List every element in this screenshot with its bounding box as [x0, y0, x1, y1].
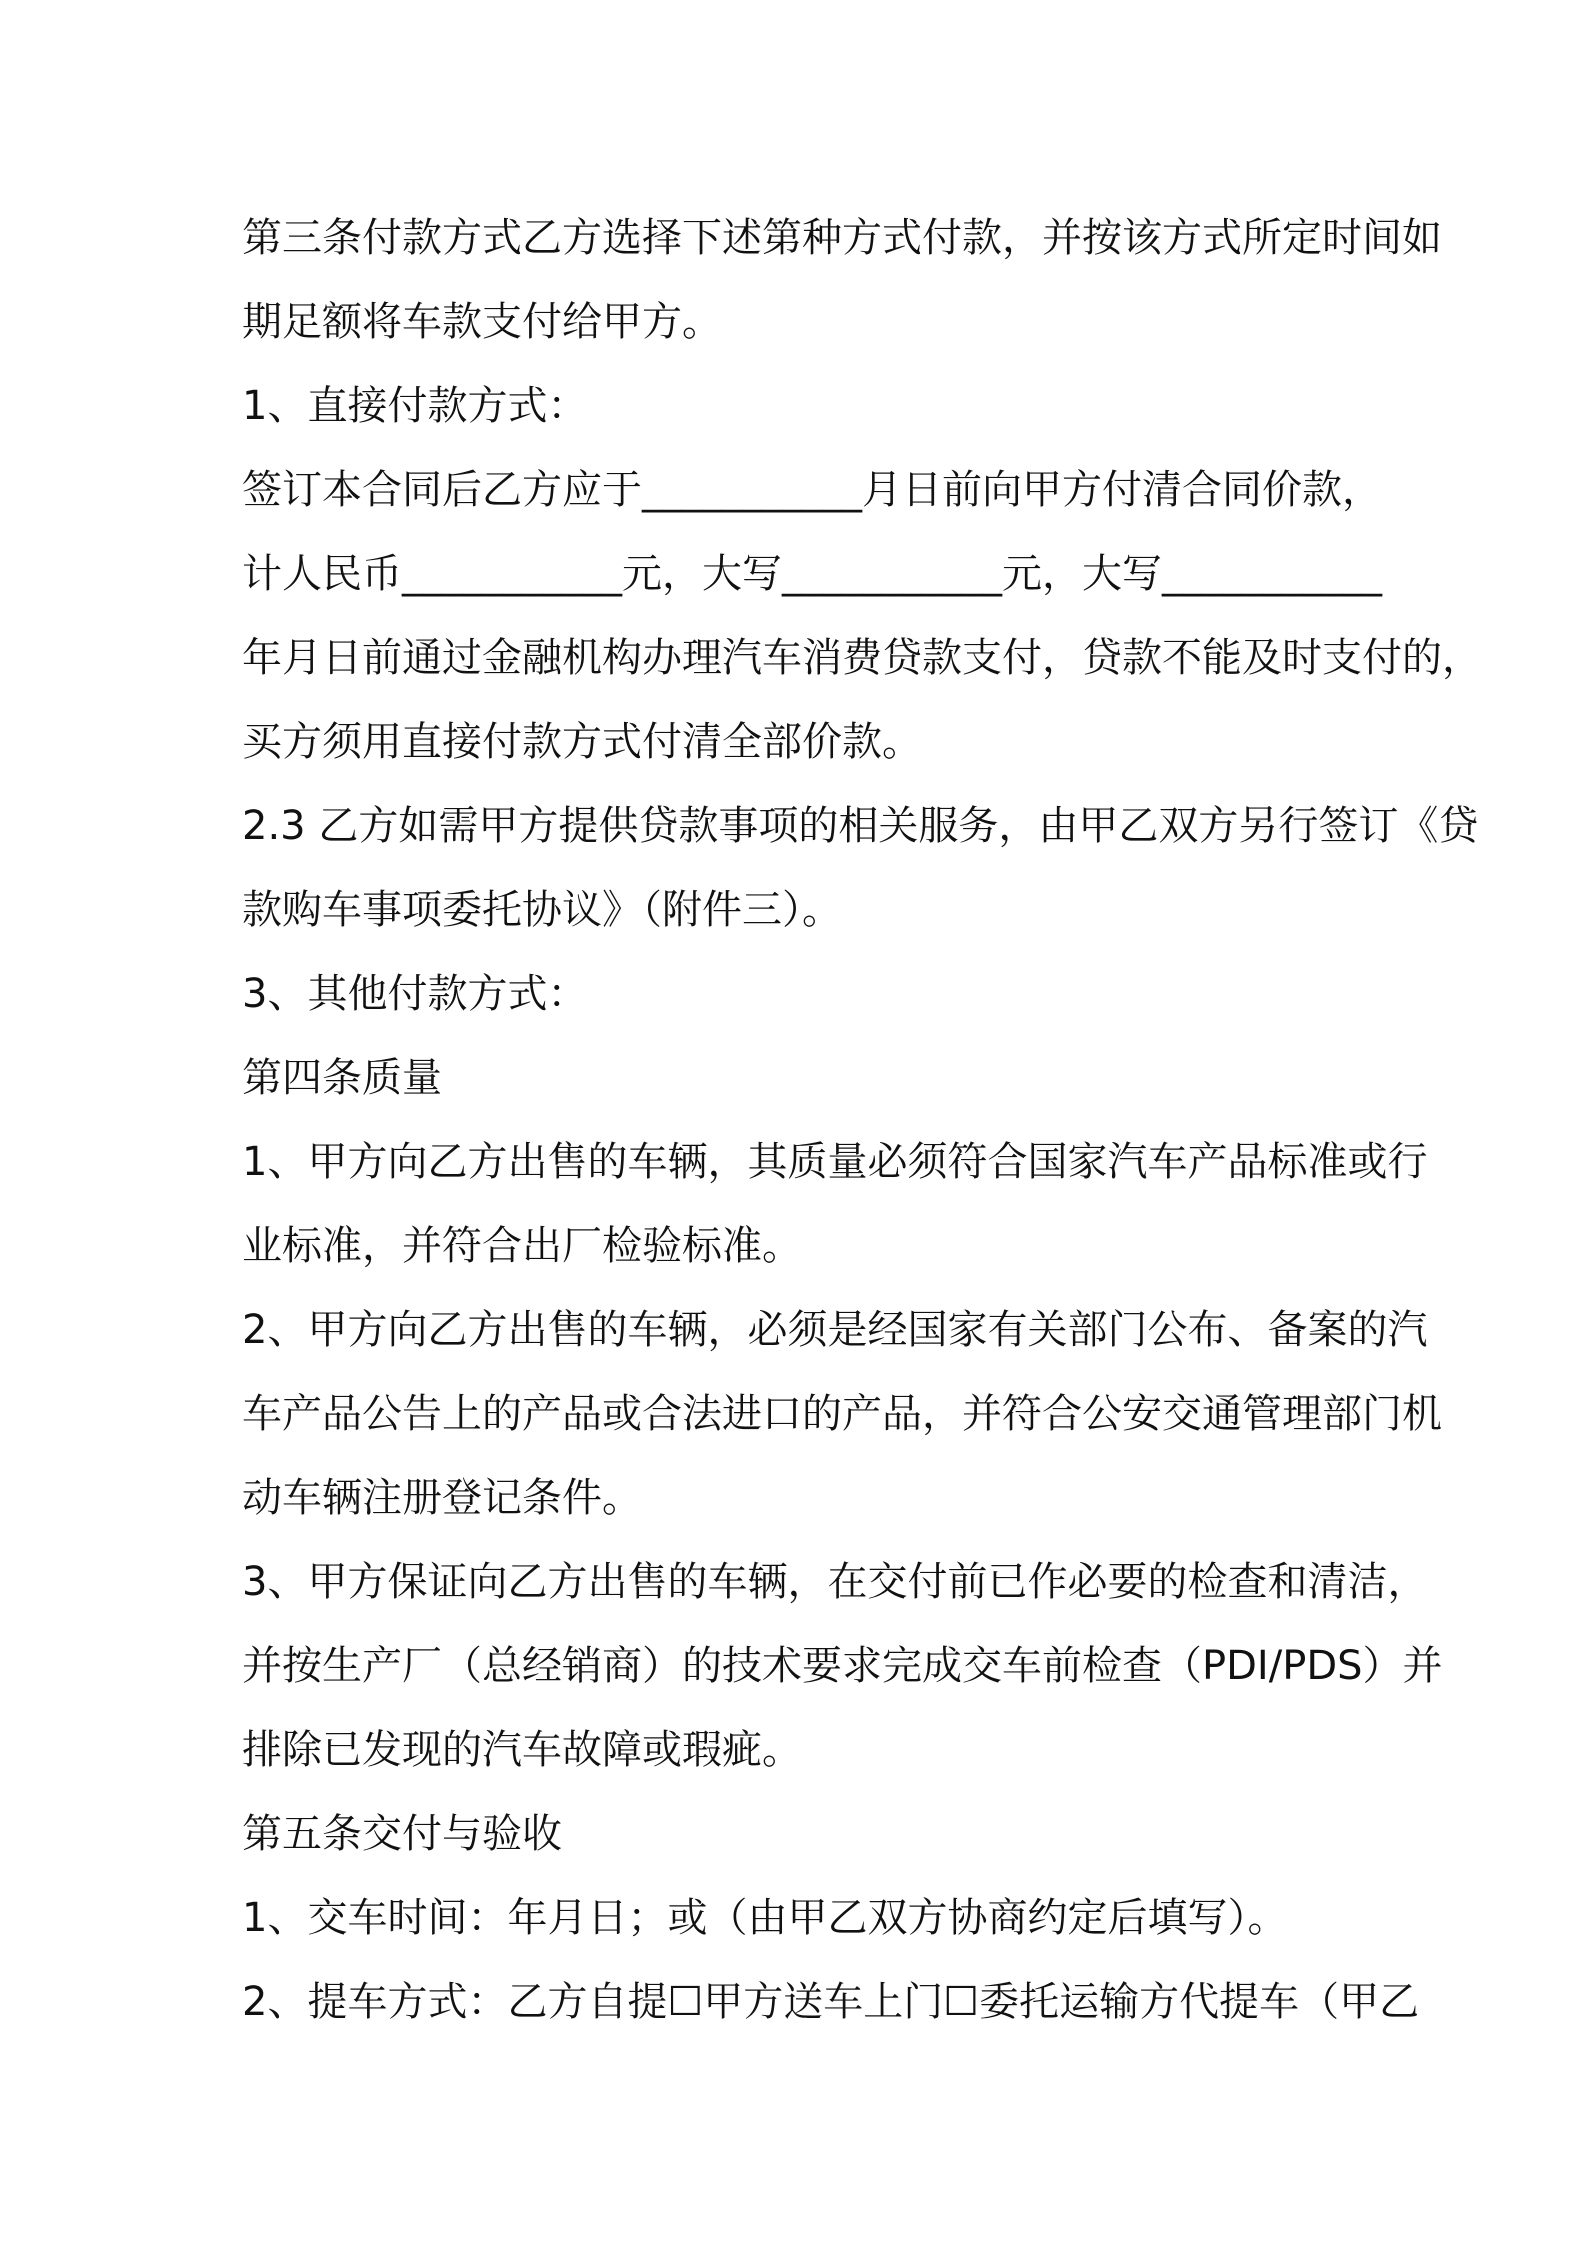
text-line: 第三条付款方式乙方选择下述第种方式付款，并按该方式所定时间如: [242, 215, 1442, 261]
text-line: 车产品公告上的产品或合法进口的产品，并符合公安交通管理部门机: [242, 1391, 1442, 1437]
text-line: 1、甲方向乙方出售的车辆，其质量必须符合国家汽车产品标准或行: [242, 1139, 1428, 1185]
contract-text: [242, 196, 1482, 2044]
text-line: 业标准，并符合出厂检验标准。: [242, 1223, 802, 1269]
text-line: 2、甲方向乙方出售的车辆，必须是经国家有关部门公布、备案的汽: [242, 1307, 1428, 1353]
text-line: 1、交车时间：年月日；或（由甲乙双方协商约定后填写）。: [242, 1895, 1288, 1941]
section-heading: 第四条质量: [242, 1055, 442, 1101]
text-line: 动车辆注册登记条件。: [242, 1475, 642, 1521]
text-line: 签订本合同后乙方应于___________月日前向甲方付清合同价款，: [242, 467, 1382, 513]
text-line: 款购车事项委托协议》（附件三）。: [242, 887, 842, 933]
text-line: 排除已发现的汽车故障或瑕疵。: [242, 1727, 802, 1773]
text-line: 买方须用直接付款方式付清全部价款。: [242, 719, 922, 765]
text-line: 年月日前通过金融机构办理汽车消费贷款支付，贷款不能及时支付的，: [242, 635, 1482, 681]
text-line: 并按生产厂（总经销商）的技术要求完成交车前检查（PDI/PDS）并: [242, 1643, 1443, 1689]
text-line: 1、直接付款方式：: [242, 383, 588, 429]
text-line: 3、其他付款方式：: [242, 971, 588, 1017]
text-line: 2.3 乙方如需甲方提供贷款事项的相关服务，由甲乙双方另行签订《贷: [242, 803, 1479, 849]
text-line: 2、提车方式：乙方自提☐甲方送车上门☐委托运输方代提车（甲乙: [242, 1979, 1420, 2025]
text-line: 期足额将车款支付给甲方。: [242, 299, 722, 345]
text-line: 3、甲方保证向乙方出售的车辆，在交付前已作必要的检查和清洁，: [242, 1559, 1428, 1605]
section-heading: 第五条交付与验收: [242, 1811, 562, 1857]
text-line: 计人民币___________元，大写___________元，大写___________: [242, 551, 1382, 597]
